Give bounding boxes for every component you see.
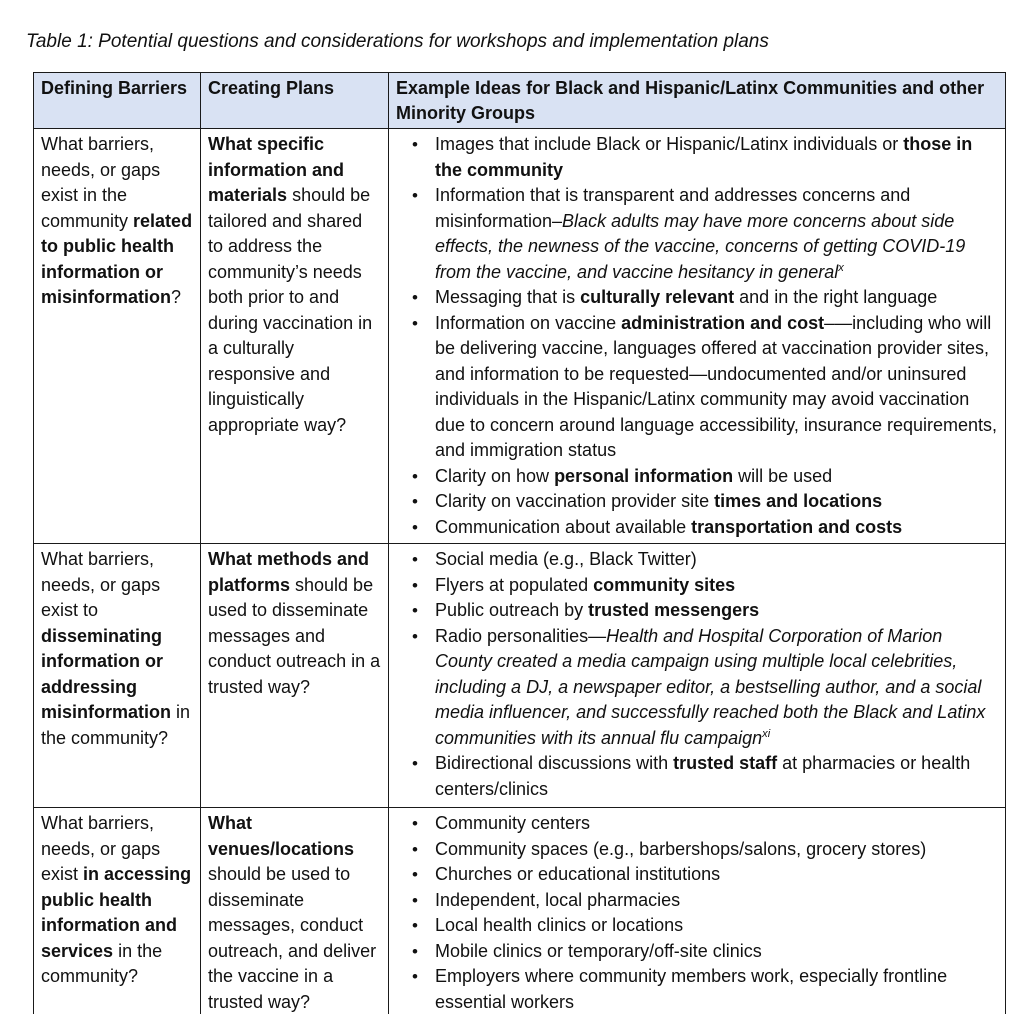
header-cell-example-ideas: Example Ideas for Black and Hispanic/Latinx Communities and other Minority Groups bbox=[389, 73, 1006, 129]
list-item bbox=[397, 888, 999, 914]
list-item bbox=[397, 939, 999, 965]
bullet-icon: • bbox=[412, 865, 418, 884]
text-run: –—including who will be delivering vaccine, languages offered at vaccination provider sites, and information to be requested—undocumented and/or uninsured individuals in the Hispanic/Latinx community may avoid vaccination due to concern around language accessibility, insurance requirements, and immigration status bbox=[435, 312, 997, 460]
text-run: Flyers at populated bbox=[435, 574, 594, 595]
header-cell-defining-barriers: Defining Barriers bbox=[34, 73, 201, 129]
text-run: administration and cost bbox=[621, 312, 825, 333]
text-run: Black adults may have more concerns about side effects, the newness of the vaccine, concerns of getting COVID-19 from the vaccine, and vaccine hesitancy in general bbox=[435, 210, 966, 282]
bullet-text bbox=[435, 913, 999, 939]
bullet-icon: • bbox=[412, 466, 418, 486]
header-cell-creating-plans: Creating Plans bbox=[201, 73, 389, 129]
header-row bbox=[34, 73, 1006, 129]
text-run: Community spaces (e.g., barbershops/salons, grocery stores) bbox=[435, 838, 927, 859]
list-item bbox=[397, 964, 999, 1014]
bullet-text bbox=[435, 464, 999, 490]
text-run: What methods and platforms bbox=[208, 549, 369, 595]
text-run: Bidirectional discussions with bbox=[435, 753, 674, 773]
text-run: community sites bbox=[593, 574, 736, 595]
text-run: in the community? bbox=[41, 702, 191, 748]
text-run: will be used bbox=[733, 465, 833, 486]
table-caption: Table 1: Potential questions and considerations for workshops and implementation plans bbox=[26, 31, 769, 52]
bullet-text bbox=[435, 751, 999, 802]
bullet-text bbox=[435, 547, 999, 573]
text-run: disseminating information or addressing misinformation bbox=[41, 625, 172, 722]
cell-defining-barriers bbox=[34, 129, 201, 544]
bullet-icon: • bbox=[412, 941, 418, 961]
text-run: Communication about available bbox=[435, 516, 692, 537]
text-run: trusted staff bbox=[673, 753, 778, 773]
list-item bbox=[397, 132, 999, 183]
bullet-icon: • bbox=[412, 186, 418, 205]
text-run: Local health clinics or locations bbox=[435, 915, 684, 935]
bullet-text bbox=[435, 837, 999, 863]
text-run: Employers where community members work, especially frontline essential workers bbox=[435, 966, 948, 1012]
list-item bbox=[397, 913, 999, 939]
cell-example-ideas bbox=[389, 544, 1006, 808]
text-run: x bbox=[838, 261, 844, 274]
text-run: Clarity on how bbox=[435, 465, 555, 486]
list-item bbox=[397, 464, 999, 490]
bullet-text bbox=[435, 132, 999, 183]
list-item bbox=[397, 183, 999, 285]
bullet-text bbox=[435, 285, 999, 311]
list-item bbox=[397, 489, 999, 515]
text-run: Churches or educational institutions bbox=[435, 864, 721, 884]
bullet-icon: • bbox=[412, 492, 418, 511]
bullet-text bbox=[435, 311, 999, 464]
bullet-text bbox=[435, 888, 999, 914]
bullet-text bbox=[435, 811, 999, 837]
bullet-text bbox=[435, 515, 999, 541]
text-run: What venues/locations bbox=[208, 813, 355, 859]
cell-creating-plans bbox=[201, 808, 389, 1014]
bullet-text bbox=[435, 624, 999, 752]
text-run: should be used to disseminate messages and conduct outreach in a trusted way? bbox=[208, 574, 381, 697]
bullet-icon: • bbox=[412, 135, 418, 154]
bullet-icon: • bbox=[412, 550, 418, 569]
text-run: Radio personalities— bbox=[435, 625, 607, 646]
cell-example-ideas bbox=[389, 808, 1006, 1014]
bullet-icon: • bbox=[412, 517, 418, 537]
text-run: related to public health information or misinformation bbox=[41, 210, 193, 307]
bullet-icon: • bbox=[412, 313, 418, 333]
text-run: Information that is transparent and addresses concerns and misinformation– bbox=[435, 185, 911, 231]
text-run: trusted messengers bbox=[588, 600, 760, 620]
text-run: Health and Hospital Corporation of Marion County created a media campaign using multiple local celebrities, including a DJ, a newspaper editor, a bestselling author, and a social media influencer, and successfully reached both the Black and Latinx communities with its annual flu campaign bbox=[435, 625, 986, 748]
text-run: ? bbox=[171, 287, 182, 307]
bullet-icon: • bbox=[412, 890, 418, 910]
text-run: should be used to disseminate messages, conduct outreach, and deliver the vaccine in a trusted way? bbox=[208, 864, 377, 1012]
cell-creating-plans bbox=[201, 544, 389, 808]
list-item bbox=[397, 311, 999, 464]
text-run: Independent, local pharmacies bbox=[435, 889, 681, 910]
list-item bbox=[397, 811, 999, 837]
list-item bbox=[397, 624, 999, 752]
bullet-text bbox=[435, 573, 999, 599]
text-run: Public outreach by bbox=[435, 600, 589, 620]
list-item bbox=[397, 515, 999, 541]
list-item bbox=[397, 285, 999, 311]
bullet-icon: • bbox=[412, 754, 418, 773]
text-run: What barriers, needs, or gaps exist to bbox=[41, 549, 161, 620]
bullet-icon: • bbox=[412, 601, 418, 620]
cell-example-ideas bbox=[389, 129, 1006, 544]
text-run: at pharmacies or health centers/clinics bbox=[435, 753, 971, 799]
list-item bbox=[397, 862, 999, 888]
bullet-text bbox=[435, 939, 999, 965]
list-item bbox=[397, 837, 999, 863]
bullet-icon: • bbox=[412, 814, 418, 833]
text-run: in the community? bbox=[41, 940, 163, 986]
text-run: What specific information and materials bbox=[208, 134, 344, 205]
text-run: and in the right language bbox=[734, 287, 938, 307]
cell-defining-barriers bbox=[34, 544, 201, 808]
bullet-text bbox=[435, 183, 999, 285]
text-run: What barriers, needs, or gaps exist bbox=[41, 813, 161, 884]
bullet-icon: • bbox=[412, 916, 418, 935]
table-row bbox=[34, 544, 1006, 808]
bullet-text bbox=[435, 862, 999, 888]
list-item bbox=[397, 573, 999, 599]
text-run: What barriers, needs, or gaps exist in the community bbox=[41, 134, 161, 231]
text-run: Messaging that is bbox=[435, 287, 581, 307]
text-run: Information on vaccine bbox=[435, 312, 622, 333]
data-table bbox=[33, 72, 1006, 1014]
text-run: Mobile clinics or temporary/off-site clinics bbox=[435, 940, 762, 961]
bullet-icon: • bbox=[412, 288, 418, 307]
bullet-icon: • bbox=[412, 575, 418, 595]
list-item bbox=[397, 547, 999, 573]
bullet-text bbox=[435, 489, 999, 515]
bullet-icon: • bbox=[412, 967, 418, 986]
table-row bbox=[34, 129, 1006, 544]
text-run: transportation and costs bbox=[691, 516, 903, 537]
list-item bbox=[397, 751, 999, 802]
text-run: Images that include Black or Hispanic/Latinx individuals or bbox=[435, 134, 904, 154]
bullet-icon: • bbox=[412, 626, 418, 646]
text-run: Community centers bbox=[435, 813, 591, 833]
bullet-text bbox=[435, 598, 999, 624]
table-row bbox=[34, 808, 1006, 1014]
list-item bbox=[397, 598, 999, 624]
cell-defining-barriers bbox=[34, 808, 201, 1014]
text-run: Social media (e.g., Black Twitter) bbox=[435, 549, 697, 569]
text-run: Clarity on vaccination provider site bbox=[435, 491, 715, 511]
text-run: culturally relevant bbox=[580, 287, 735, 307]
text-run: in accessing public health information and services bbox=[41, 864, 192, 961]
text-run: those in the community bbox=[435, 134, 973, 180]
cell-creating-plans bbox=[201, 129, 389, 544]
bullet-text bbox=[435, 964, 999, 1014]
text-run: times and locations bbox=[714, 491, 883, 511]
text-run: should be tailored and shared to address the community’s needs both prior to and during vaccination in a culturally responsive and linguistically appropriate way? bbox=[208, 185, 373, 435]
text-run: personal information bbox=[554, 465, 734, 486]
bullet-icon: • bbox=[412, 839, 418, 859]
text-run: xi bbox=[762, 727, 771, 740]
